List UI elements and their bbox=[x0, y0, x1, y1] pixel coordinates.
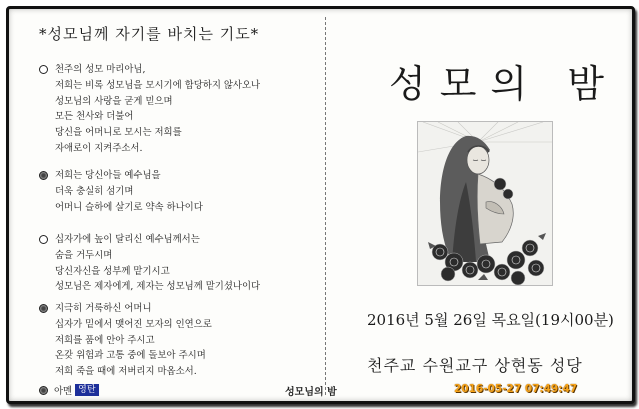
prayer-line: 저희는 당신아들 예수님을 bbox=[55, 170, 161, 181]
event-date: 2016년 5월 26일 목요일(19시00분) bbox=[367, 311, 614, 329]
prayer-line: 당신을 어머니로 모시는 저희를 bbox=[55, 127, 182, 139]
open-circle-bullet-icon bbox=[39, 65, 48, 74]
amen-text: 아멘 bbox=[54, 386, 73, 397]
prayer-line: 모든 천사와 더불어 bbox=[55, 111, 134, 123]
prayer-line: 온갖 위험과 고통 중에 돌보아 주시며 bbox=[55, 350, 206, 362]
prayer-title: *성모님께 자기를 바치는 기도* bbox=[39, 25, 260, 43]
prayer-line: 숨을 거두시며 bbox=[55, 249, 113, 261]
prayer-line: 저희를 품에 안아 주시고 bbox=[55, 334, 155, 346]
prayer-line: 당신자신을 성부께 맡기시고 bbox=[55, 265, 170, 277]
overlay-caption: 성모님의 밤 bbox=[285, 387, 337, 398]
filled-circle-bullet-icon bbox=[39, 171, 48, 180]
event-title: 성모의 밤 bbox=[389, 62, 618, 106]
prayer-line: 더욱 충실히 섬기며 bbox=[55, 185, 134, 197]
prayer-line: 저희 죽을 때에 저버리지 마옵소서. bbox=[55, 366, 197, 378]
closing-line bbox=[39, 383, 99, 397]
prayer-line: 십자가에 높이 달리신 예수님께서는 bbox=[55, 234, 200, 245]
prayer-line: 어머니 슬하에 살기로 약속 하나이다 bbox=[55, 201, 203, 213]
prayer-line: 지극히 거룩하신 어머니 bbox=[55, 303, 152, 314]
open-circle-bullet-icon bbox=[39, 235, 48, 244]
prayer-line: 천주의 성모 마리아님, bbox=[55, 64, 146, 75]
filled-circle-bullet-icon bbox=[39, 304, 48, 313]
document-frame bbox=[6, 6, 635, 404]
prayer-line: 성모님의 사랑을 굳게 믿으며 bbox=[55, 95, 173, 107]
page-fold-divider bbox=[325, 17, 326, 395]
overlay-badge: 영탄 bbox=[75, 384, 98, 396]
overlay-timestamp: 2016-05-27 07:49:47 bbox=[454, 383, 578, 395]
prayer-line: 성모님은 제자에게, 제자는 성모님께 맡기셨나이다 bbox=[55, 281, 261, 293]
madonna-icon bbox=[418, 122, 552, 285]
madonna-with-roses-illustration bbox=[417, 121, 553, 286]
parish-name: 천주교 수원교구 상현동 성당 bbox=[367, 356, 583, 375]
prayer-line: 저희는 비록 성모님을 모시기에 합당하지 않사오나 bbox=[55, 79, 261, 91]
filled-circle-bullet-icon bbox=[39, 386, 48, 395]
prayer-line: 자애로이 지켜주소서. bbox=[55, 142, 143, 154]
prayer-line: 십자가 밑에서 맺어진 모자의 인연으로 bbox=[55, 318, 212, 330]
